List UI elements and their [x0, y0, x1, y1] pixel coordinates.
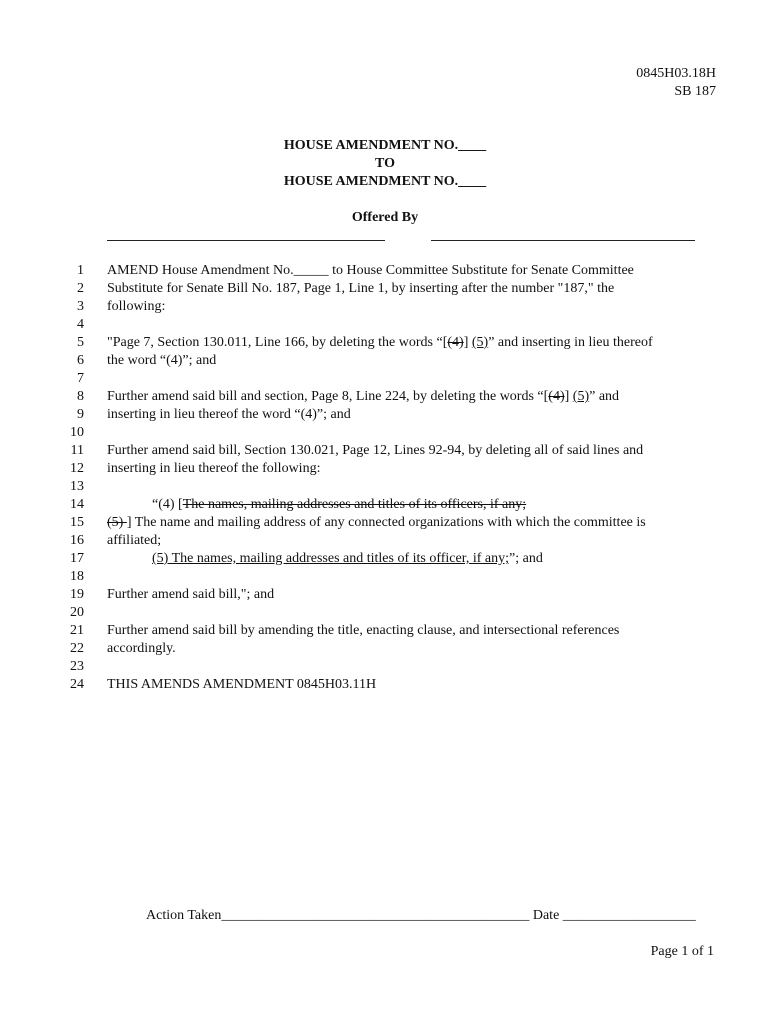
body-line [107, 496, 752, 514]
body-line [107, 388, 707, 406]
body-line: inserting in lieu thereof the word “(4)”; and [107, 407, 351, 422]
action-taken-line: Action Taken____________________________________________ Date ___________________ [146, 908, 696, 923]
offered-by-label: Offered By [351, 210, 419, 225]
line-number: 13 [70, 479, 84, 494]
bill-number: SB 187 [674, 84, 716, 99]
body-line: Further amend said bill by amending the title, enacting clause, and intersectional references [107, 623, 620, 638]
line-number: 10 [70, 425, 84, 440]
struck-text: (4) [447, 335, 464, 350]
body-line [107, 550, 752, 568]
line-number: 23 [70, 659, 84, 674]
struck-text: (5) [107, 515, 127, 530]
amendment-title: HOUSE AMENDMENT NO.____ [283, 138, 487, 153]
line-number: 12 [70, 461, 84, 476]
body-text: ” and inserting in lieu thereof [488, 335, 653, 350]
line-number: 2 [77, 281, 84, 296]
struck-text: The names, mailing addresses and titles of its officers, if any; [182, 497, 527, 512]
line-number: 1 [77, 263, 84, 278]
underlined-text: (5) [572, 389, 590, 404]
body-text: “(4) [ [152, 497, 183, 512]
document-code: 0845H03.18H [636, 66, 716, 81]
line-number: 7 [77, 371, 84, 386]
line-number: 8 [77, 389, 84, 404]
line-number: 24 [70, 677, 84, 692]
line-number: 11 [70, 443, 84, 458]
body-line: Further amend said bill,"; and [107, 587, 275, 602]
offered-by-signature-line-left [107, 240, 385, 241]
line-number: 21 [70, 623, 84, 638]
body-text: ”; and [509, 551, 543, 566]
underlined-text: (5) [471, 335, 489, 350]
body-line: THIS AMENDS AMENDMENT 0845H03.11H [107, 677, 377, 692]
line-number: 6 [77, 353, 84, 368]
line-number: 14 [70, 497, 84, 512]
line-number: 16 [70, 533, 84, 548]
line-number: 19 [70, 587, 84, 602]
body-text: ] [463, 335, 472, 350]
page-number: Page 1 of 1 [650, 944, 714, 959]
body-line: the word “(4)”; and [107, 353, 217, 368]
body-line [107, 514, 707, 532]
body-line: AMEND House Amendment No._____ to House Committee Substitute for Senate Committee [107, 263, 634, 278]
body-text: ] The name and mailing address of any connected organizations with which the committee is [126, 515, 646, 530]
line-number: 5 [77, 335, 84, 350]
line-number: 15 [70, 515, 84, 530]
body-line: following: [107, 299, 166, 314]
line-number: 9 [77, 407, 84, 422]
body-line: inserting in lieu thereof the following: [107, 461, 321, 476]
line-number: 18 [70, 569, 84, 584]
body-text: ] [564, 389, 573, 404]
body-line: affiliated; [107, 533, 162, 548]
body-text: Further amend said bill and section, Page 8, Line 224, by deleting the words “[ [107, 389, 549, 404]
struck-text: (4) [548, 389, 565, 404]
line-number: 17 [70, 551, 84, 566]
body-line: Further amend said bill, Section 130.021, Page 12, Lines 92-94, by deleting all of said lines and [107, 443, 644, 458]
line-number: 4 [77, 317, 84, 332]
underlined-text: (5) The names, mailing addresses and titles of its officer, if any; [152, 551, 509, 566]
body-line: accordingly. [107, 641, 176, 656]
body-text: "Page 7, Section 130.011, Line 166, by deleting the words “[ [107, 335, 448, 350]
line-number: 3 [77, 299, 84, 314]
offered-by-signature-line-right [431, 240, 695, 241]
body-text: ” and [589, 389, 620, 404]
body-line: Substitute for Senate Bill No. 187, Page 1, Line 1, by inserting after the number "187," the [107, 281, 615, 296]
line-number: 22 [70, 641, 84, 656]
amendment-title-target: HOUSE AMENDMENT NO.____ [283, 174, 487, 189]
line-number: 20 [70, 605, 84, 620]
amendment-title-to: TO [375, 156, 395, 171]
body-line [107, 334, 707, 352]
